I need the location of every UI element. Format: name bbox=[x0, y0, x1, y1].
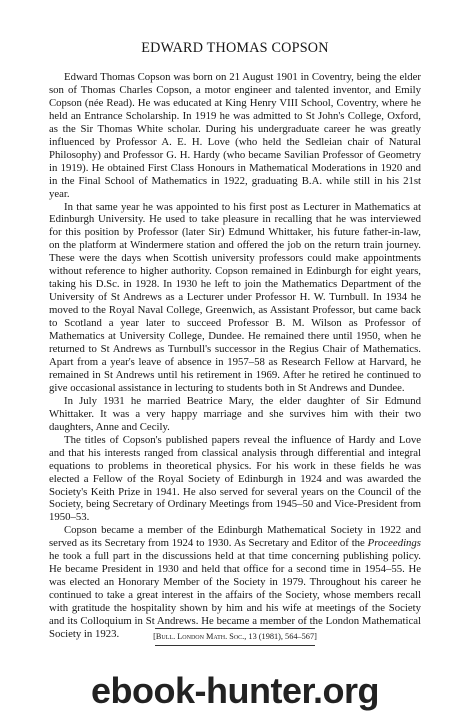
reference-rule-bottom bbox=[155, 645, 315, 646]
society-text-before: Copson became a member of the Edinburgh Mathematical Society in 1922 and served as its Secretary from 1924 to 1930. As Secretary and Editor of the bbox=[49, 524, 421, 550]
paragraph-career: In that same year he was appointed to his first post as Lecturer in Mathematics at Edinburgh University. He used to take pleasure in recalling that he was interviewed for this position by Professor (later Sir) Edmund Whittaker, his future father-in-law, on the platform at Windermere station and offered the job on the return train journey. These were the days when Scottish university professors could make appointments without reference to higher authority. Copson remained in Edinburgh for eight years, taking his D.Sc. in 1928. In 1930 he left to join the Mathematics Department of the University of St Andrews as a Lecturer under Professor H. W. Turnbull. In 1934 he moved to the Royal Naval College, Greenwich, as Assistant Professor, but came back to Scotland a year later to succeed Professor B. M. Wilson as Professor of Mathematics at University College, Dundee. He remained there until 1950, when he returned to St Andrews as Turnbull's successor in the Regius Chair of Mathematics. Apart from a year's leave of absence in 1957–58 as Research Fellow at Harvard, he remained in St Andrews until his retirement in 1969. After he retired he continued to give occasional assistance in lecturing to students both in St Andrews and Dundee. bbox=[49, 200, 421, 394]
article-title: EDWARD THOMAS COPSON bbox=[141, 40, 329, 56]
paragraph-society bbox=[49, 524, 421, 641]
paragraph-marriage: In July 1931 he married Beatrice Mary, the elder daughter of Sir Edmund Whittaker. It was a very happy marriage and she survives him with their two daughters, Anne and Cecily. bbox=[49, 394, 421, 433]
reference-journal: Bull. London Math. Soc. bbox=[155, 632, 245, 641]
journal-reference bbox=[49, 632, 421, 641]
proceedings-italic: Proceedings bbox=[367, 537, 421, 550]
paragraph-early-life: Edward Thomas Copson was born on 21 August 1901 in Coventry, being the elder son of Thomas Charles Copson, a motor engineer and talented inventor, and Emily Copson (née Read). He was educated at King Henry VIII School, Coventry, where he held an Entrance Scholarship. In 1919 he was admitted to St John's College, Oxford, as the Sir Thomas White scholar. During his undergraduate career he was greatly influenced by Professor A. E. H. Love (who held the Sedleian chair of Natural Philosophy) and Professor G. H. Hardy (who became Savilian Professor of Geometry in 1919). He obtained First Class Honours in Mathematical Moderations in 1920 and in the Final School of Mathematics in 1922, graduating B.A. while still in his 21st year. bbox=[49, 71, 421, 200]
watermark-text: ebook-hunter.org bbox=[91, 670, 379, 711]
reference-rule-top bbox=[155, 628, 315, 629]
society-text-after: he took a full part in the discussions held at that time concerning publishing policy. He became President in 1930 and held that office for a second time in 1954–55. He was elected an Honorary Member of the Society in 1979. Throughout his career he continued to take a great interest in the affairs of the Society, whose members recall with gratitude the hospitality shown by him and his wife at meetings of the Society and its Colloquium in St Andrews. He became a member of the London Mathematical Society in 1923. bbox=[49, 550, 421, 640]
reference-details: , 13 (1981), 564–567] bbox=[244, 632, 317, 641]
article-body bbox=[49, 71, 421, 641]
reference-open: [ bbox=[153, 632, 156, 641]
paragraph-publications: The titles of Copson's published papers reveal the influence of Hardy and Love and that his interests ranged from classical analysis through differential and integral equations to problems in theoretical physics. For his work in these fields he was elected a Fellow of the Royal Society of Edinburgh in 1924 and was awarded the Society's Keith Prize in 1941. He also served for several years on the Council of the Society, being Secretary of Ordinary Meetings from 1945–50 and Vice-President from 1950–53. bbox=[49, 433, 421, 524]
